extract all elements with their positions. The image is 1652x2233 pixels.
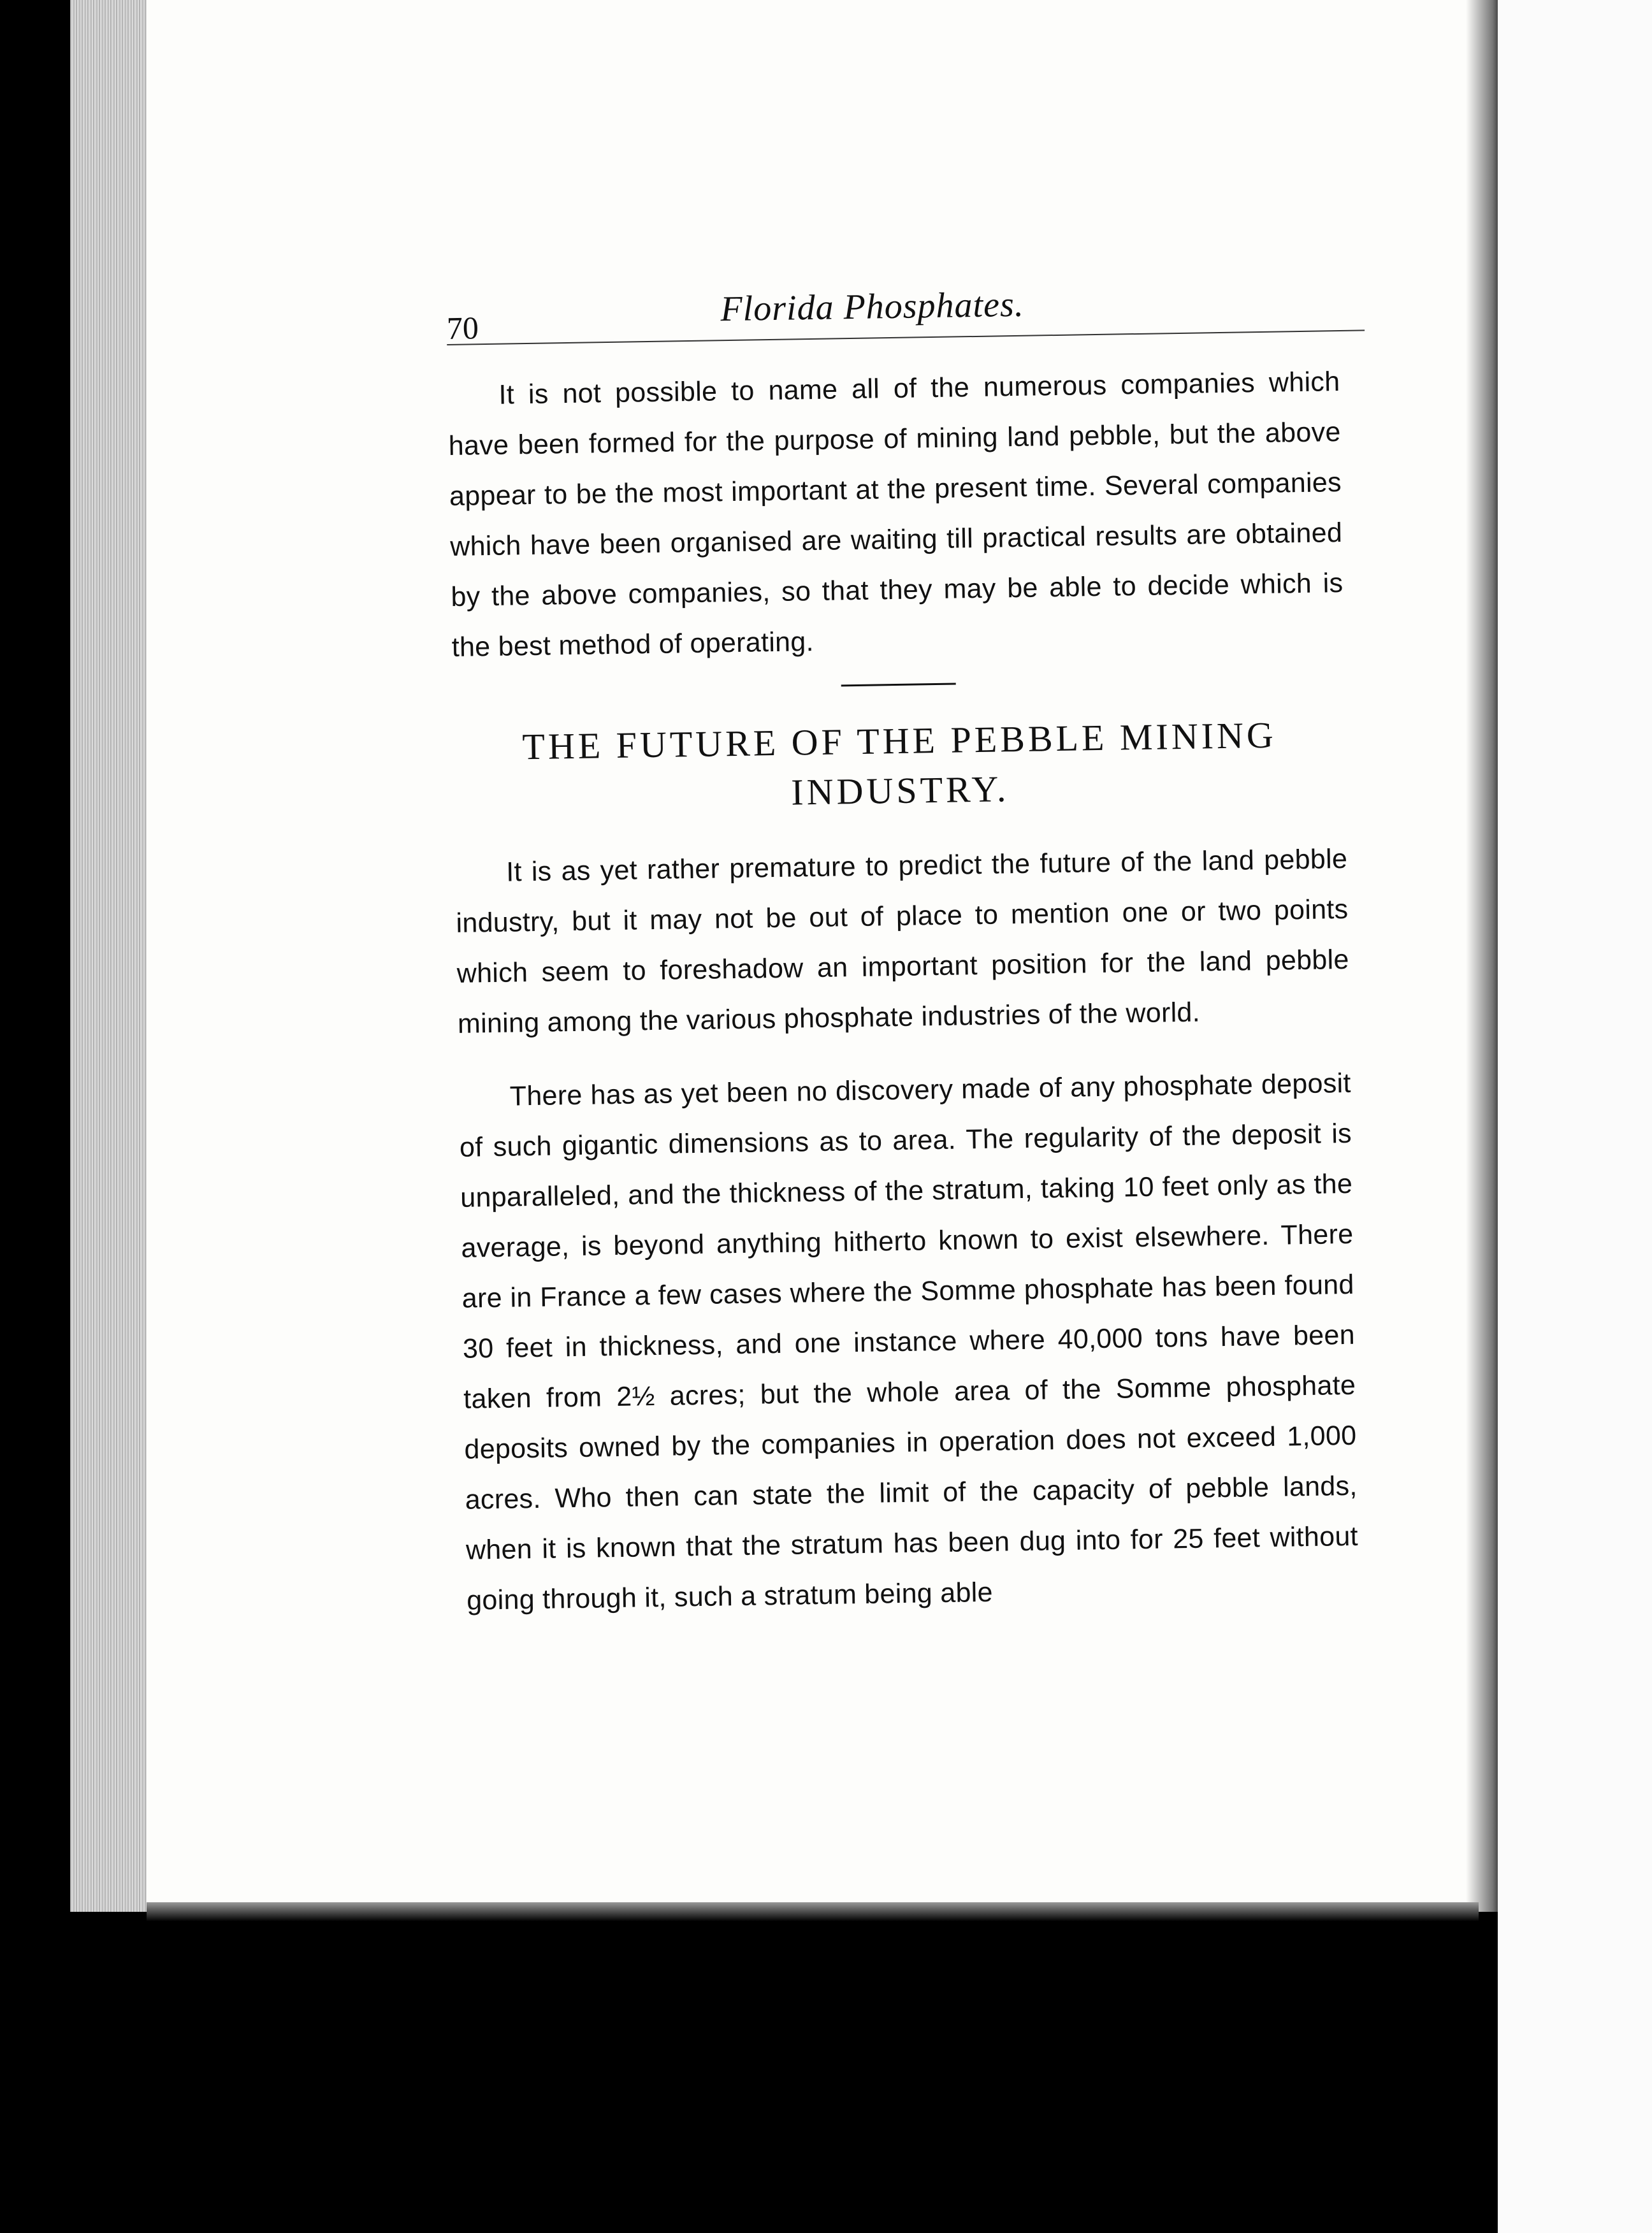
page-bottom-shadow: [147, 1902, 1479, 1921]
page-content: [446, 279, 1359, 1626]
section-divider: [841, 683, 956, 687]
running-title: Florida Phosphates.: [720, 284, 1025, 329]
section-heading: THE FUTURE OF THE PEBBLE MINING INDUSTRY.: [521, 714, 1277, 813]
facing-page-edge: [1498, 0, 1652, 2233]
page-number: 70: [446, 310, 479, 346]
paragraph-deposit: There has as yet been no discovery made of any phosphate deposit of such gigantic dimensions as to area. The regularity of the deposit is unparalleled, and the thickness of the stratum, taking 10 feet only as the average, is beyond anything hitherto known to exist elsewhere. There are in France a few cases where the Somme phosphate has been found 30 feet in thickness, and one instance where 40,000 tons have been taken from 2½ acres; but the whole area of the Somme phosphate deposits owned by the companies in operation does not exceed 1,000 acres. Who then can state the limit of the capacity of pebble lands, when it is known that the stratum has been dug into for 25 feet without going through it, such a stratum being able: [459, 1067, 1359, 1616]
paragraph-future: It is as yet rather premature to predict the future of the land pebble industry, but it may not be out of place to mention one or two points which seem to foreshadow an important position for the land pebble mining among the various phosphate industries of the world.: [456, 843, 1349, 1039]
paragraph-companies: It is not possible to name all of the numerous companies which have been formed for the purpose of mining land pebble, but the above appear to be the most important at the present time. Several companies which have been organised are waiting till practical results are obtained by the above companies, so that they may be able to decide which is the best method of operating.: [448, 366, 1344, 663]
